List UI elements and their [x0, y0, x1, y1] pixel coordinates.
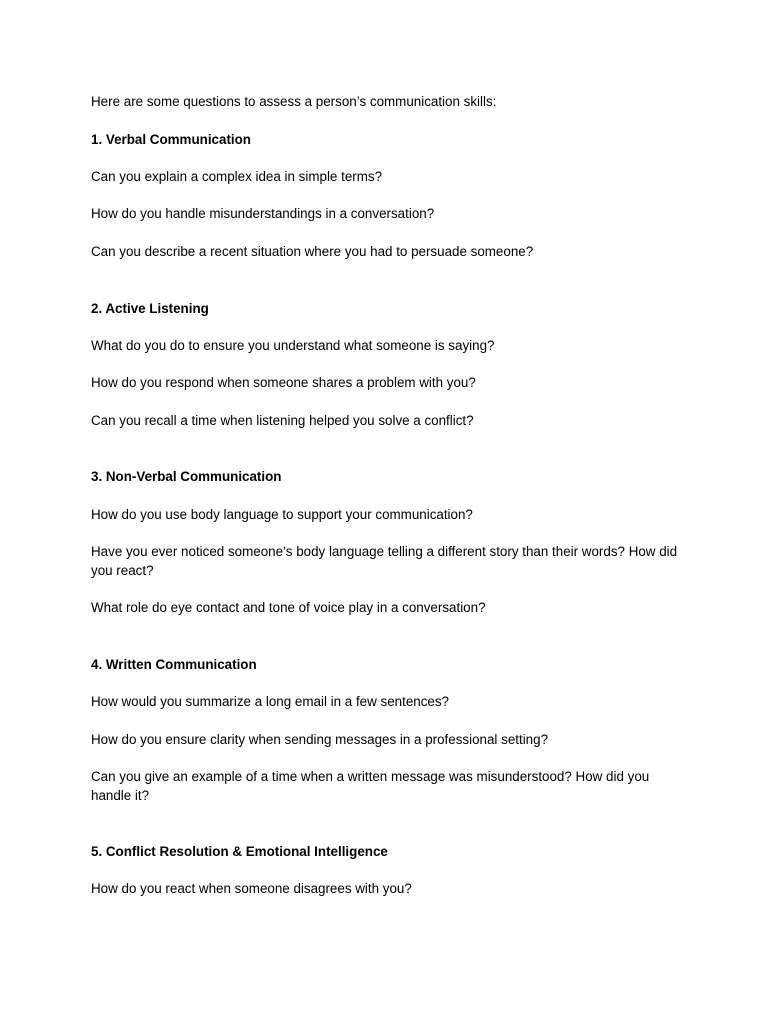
question: How do you react when someone disagrees with you?: [91, 881, 412, 896]
intro-text: Here are some questions to assess a person’s communication skills:: [91, 94, 497, 109]
section-heading-active-listening: 2. Active Listening: [91, 301, 209, 316]
section-heading-written: 4. Written Communication: [91, 657, 257, 672]
question: Can you describe a recent situation where you had to persuade someone?: [91, 244, 534, 259]
question: Can you recall a time when listening helped you solve a conflict?: [91, 413, 474, 428]
question: Have you ever noticed someone’s body language telling a different story than their words? How did you react?: [91, 544, 678, 578]
question: How would you summarize a long email in a few sentences?: [91, 694, 450, 709]
question: How do you handle misunderstandings in a conversation?: [91, 206, 435, 221]
question: What role do eye contact and tone of voice play in a conversation?: [91, 600, 486, 615]
question: Can you give an example of a time when a written message was misunderstood? How did you handle it?: [91, 769, 650, 803]
question: Can you explain a complex idea in simple terms?: [91, 169, 383, 184]
question: How do you ensure clarity when sending messages in a professional setting?: [91, 732, 549, 747]
question: How do you use body language to support your communication?: [91, 507, 473, 522]
question: What do you do to ensure you understand what someone is saying?: [91, 338, 495, 353]
question: How do you respond when someone shares a problem with you?: [91, 375, 476, 390]
section-heading-conflict-resolution: 5. Conflict Resolution & Emotional Intelligence: [91, 844, 388, 859]
section-heading-verbal: 1. Verbal Communication: [91, 132, 251, 147]
section-heading-non-verbal: 3. Non-Verbal Communication: [91, 469, 282, 484]
